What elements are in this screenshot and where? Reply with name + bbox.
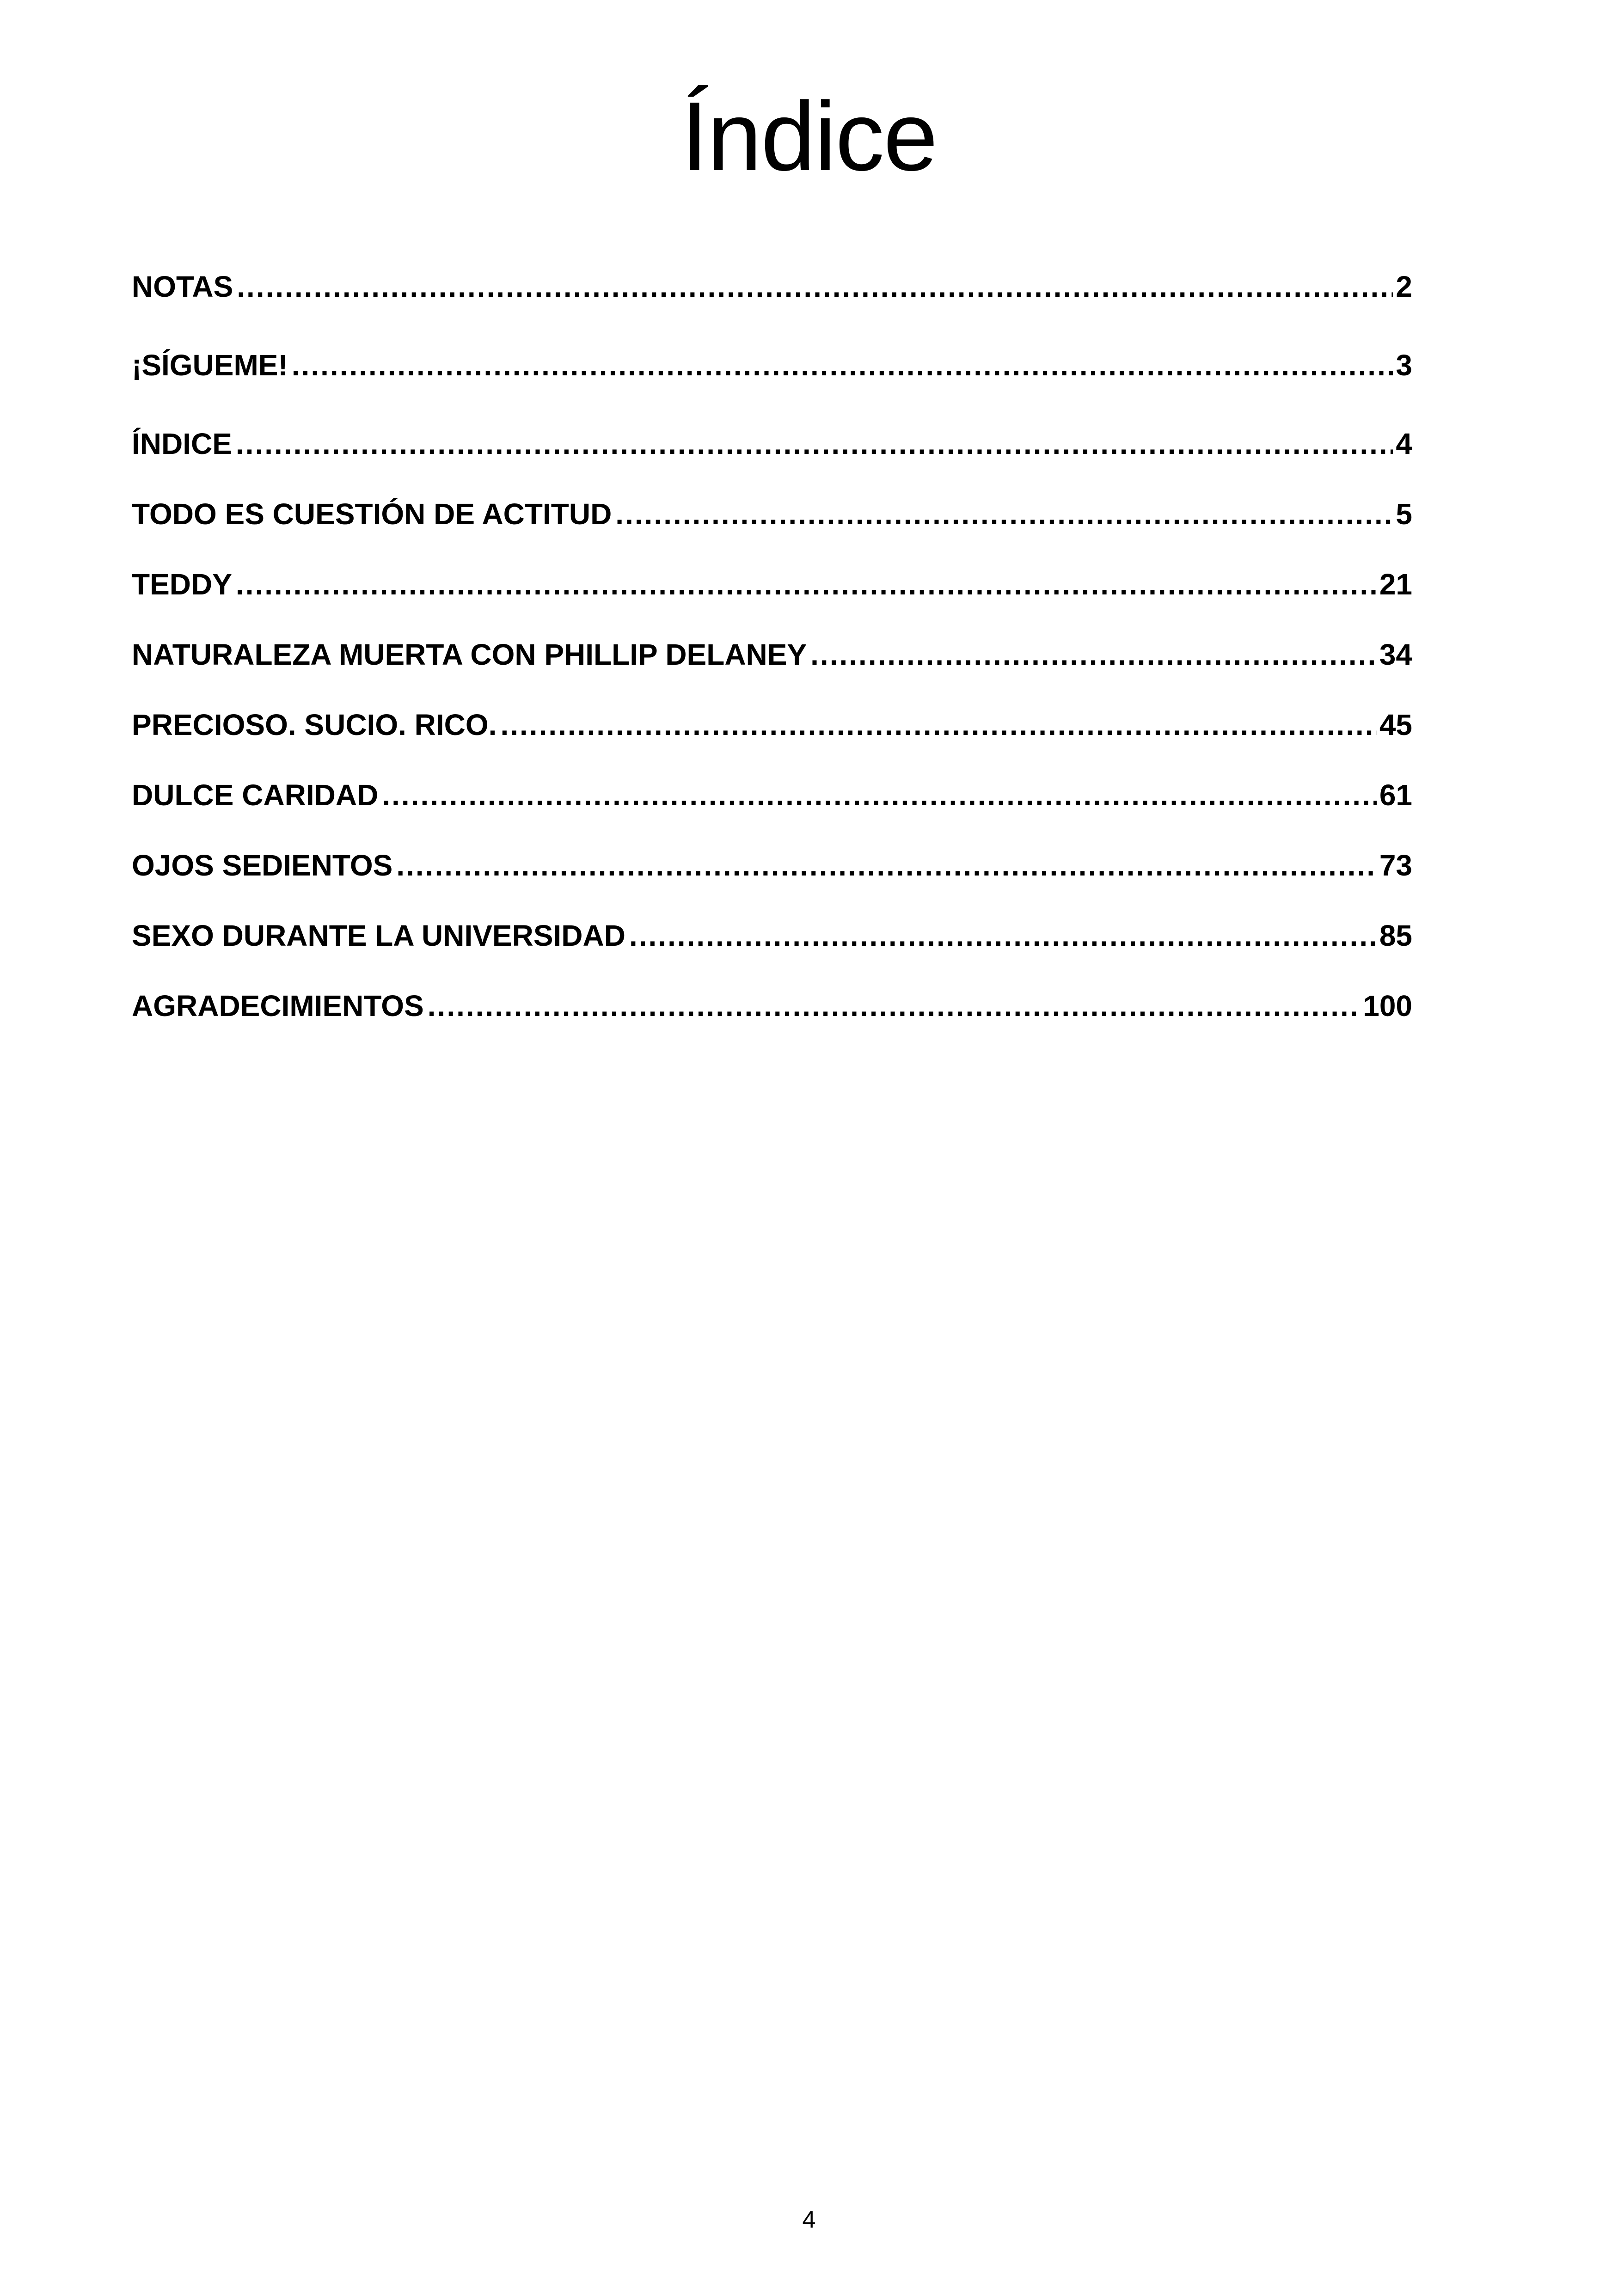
toc-entry-notas[interactable] (132, 266, 1412, 307)
toc-dot-leader (612, 493, 1393, 535)
toc-dot-leader (288, 344, 1393, 386)
toc-entry-page: 21 (1379, 568, 1412, 601)
toc-entry-label: NOTAS (132, 270, 233, 303)
toc-entry-agradecimientos[interactable] (132, 985, 1412, 1027)
toc-dot-leader (233, 266, 1393, 307)
toc-entry-label: DULCE CARIDAD (132, 778, 379, 812)
toc-entry-page: 2 (1396, 270, 1412, 303)
toc-entry-indice[interactable] (132, 423, 1412, 465)
toc-entry-label: TODO ES CUESTIÓN DE ACTITUD (132, 497, 612, 531)
toc-entry-label: SEXO DURANTE LA UNIVERSIDAD (132, 919, 625, 952)
toc-entry-page: 100 (1363, 989, 1412, 1022)
toc-dot-leader (392, 845, 1377, 886)
toc-entry-label: PRECIOSO. SUCIO. RICO. (132, 708, 497, 741)
toc-entry-label: TEDDY (132, 568, 232, 601)
toc-entry-label: ÍNDICE (132, 427, 232, 460)
toc-entry-ojos-sedientos[interactable] (132, 845, 1412, 886)
toc-dot-leader (232, 563, 1377, 605)
toc-entry-page: 34 (1379, 638, 1412, 671)
toc-dot-leader (496, 704, 1376, 746)
toc-entry-label: AGRADECIMIENTOS (132, 989, 424, 1022)
toc-entry-page: 5 (1396, 497, 1412, 531)
toc-entry-sigueme[interactable] (132, 344, 1412, 386)
toc-entry-page: 61 (1379, 778, 1412, 812)
toc-dot-leader (807, 634, 1377, 675)
toc-entry-todo-es-cuestion[interactable] (132, 493, 1412, 535)
toc-entry-label: ¡SÍGUEME! (132, 349, 288, 382)
page-number: 4 (802, 2206, 816, 2233)
toc-entry-page: 3 (1396, 349, 1412, 382)
toc-dot-leader (424, 985, 1360, 1027)
page-title: Índice (681, 81, 937, 191)
toc-entry-naturaleza-muerta[interactable] (132, 634, 1412, 675)
toc-entry-label: OJOS SEDIENTOS (132, 849, 393, 882)
toc-entry-page: 45 (1379, 708, 1412, 741)
toc-entry-page: 4 (1396, 427, 1412, 460)
toc-entry-sexo-durante[interactable] (132, 915, 1412, 956)
toc-entry-page: 85 (1379, 919, 1412, 952)
toc-dot-leader (378, 774, 1377, 816)
toc-dot-leader (232, 423, 1393, 465)
toc-dot-leader (625, 915, 1377, 956)
toc-entry-dulce-caridad[interactable] (132, 774, 1412, 816)
toc-entry-teddy[interactable] (132, 563, 1412, 605)
toc-entry-precioso[interactable] (132, 704, 1412, 746)
toc-entry-label: NATURALEZA MUERTA CON PHILLIP DELANEY (132, 638, 807, 671)
toc-entry-page: 73 (1379, 849, 1412, 882)
